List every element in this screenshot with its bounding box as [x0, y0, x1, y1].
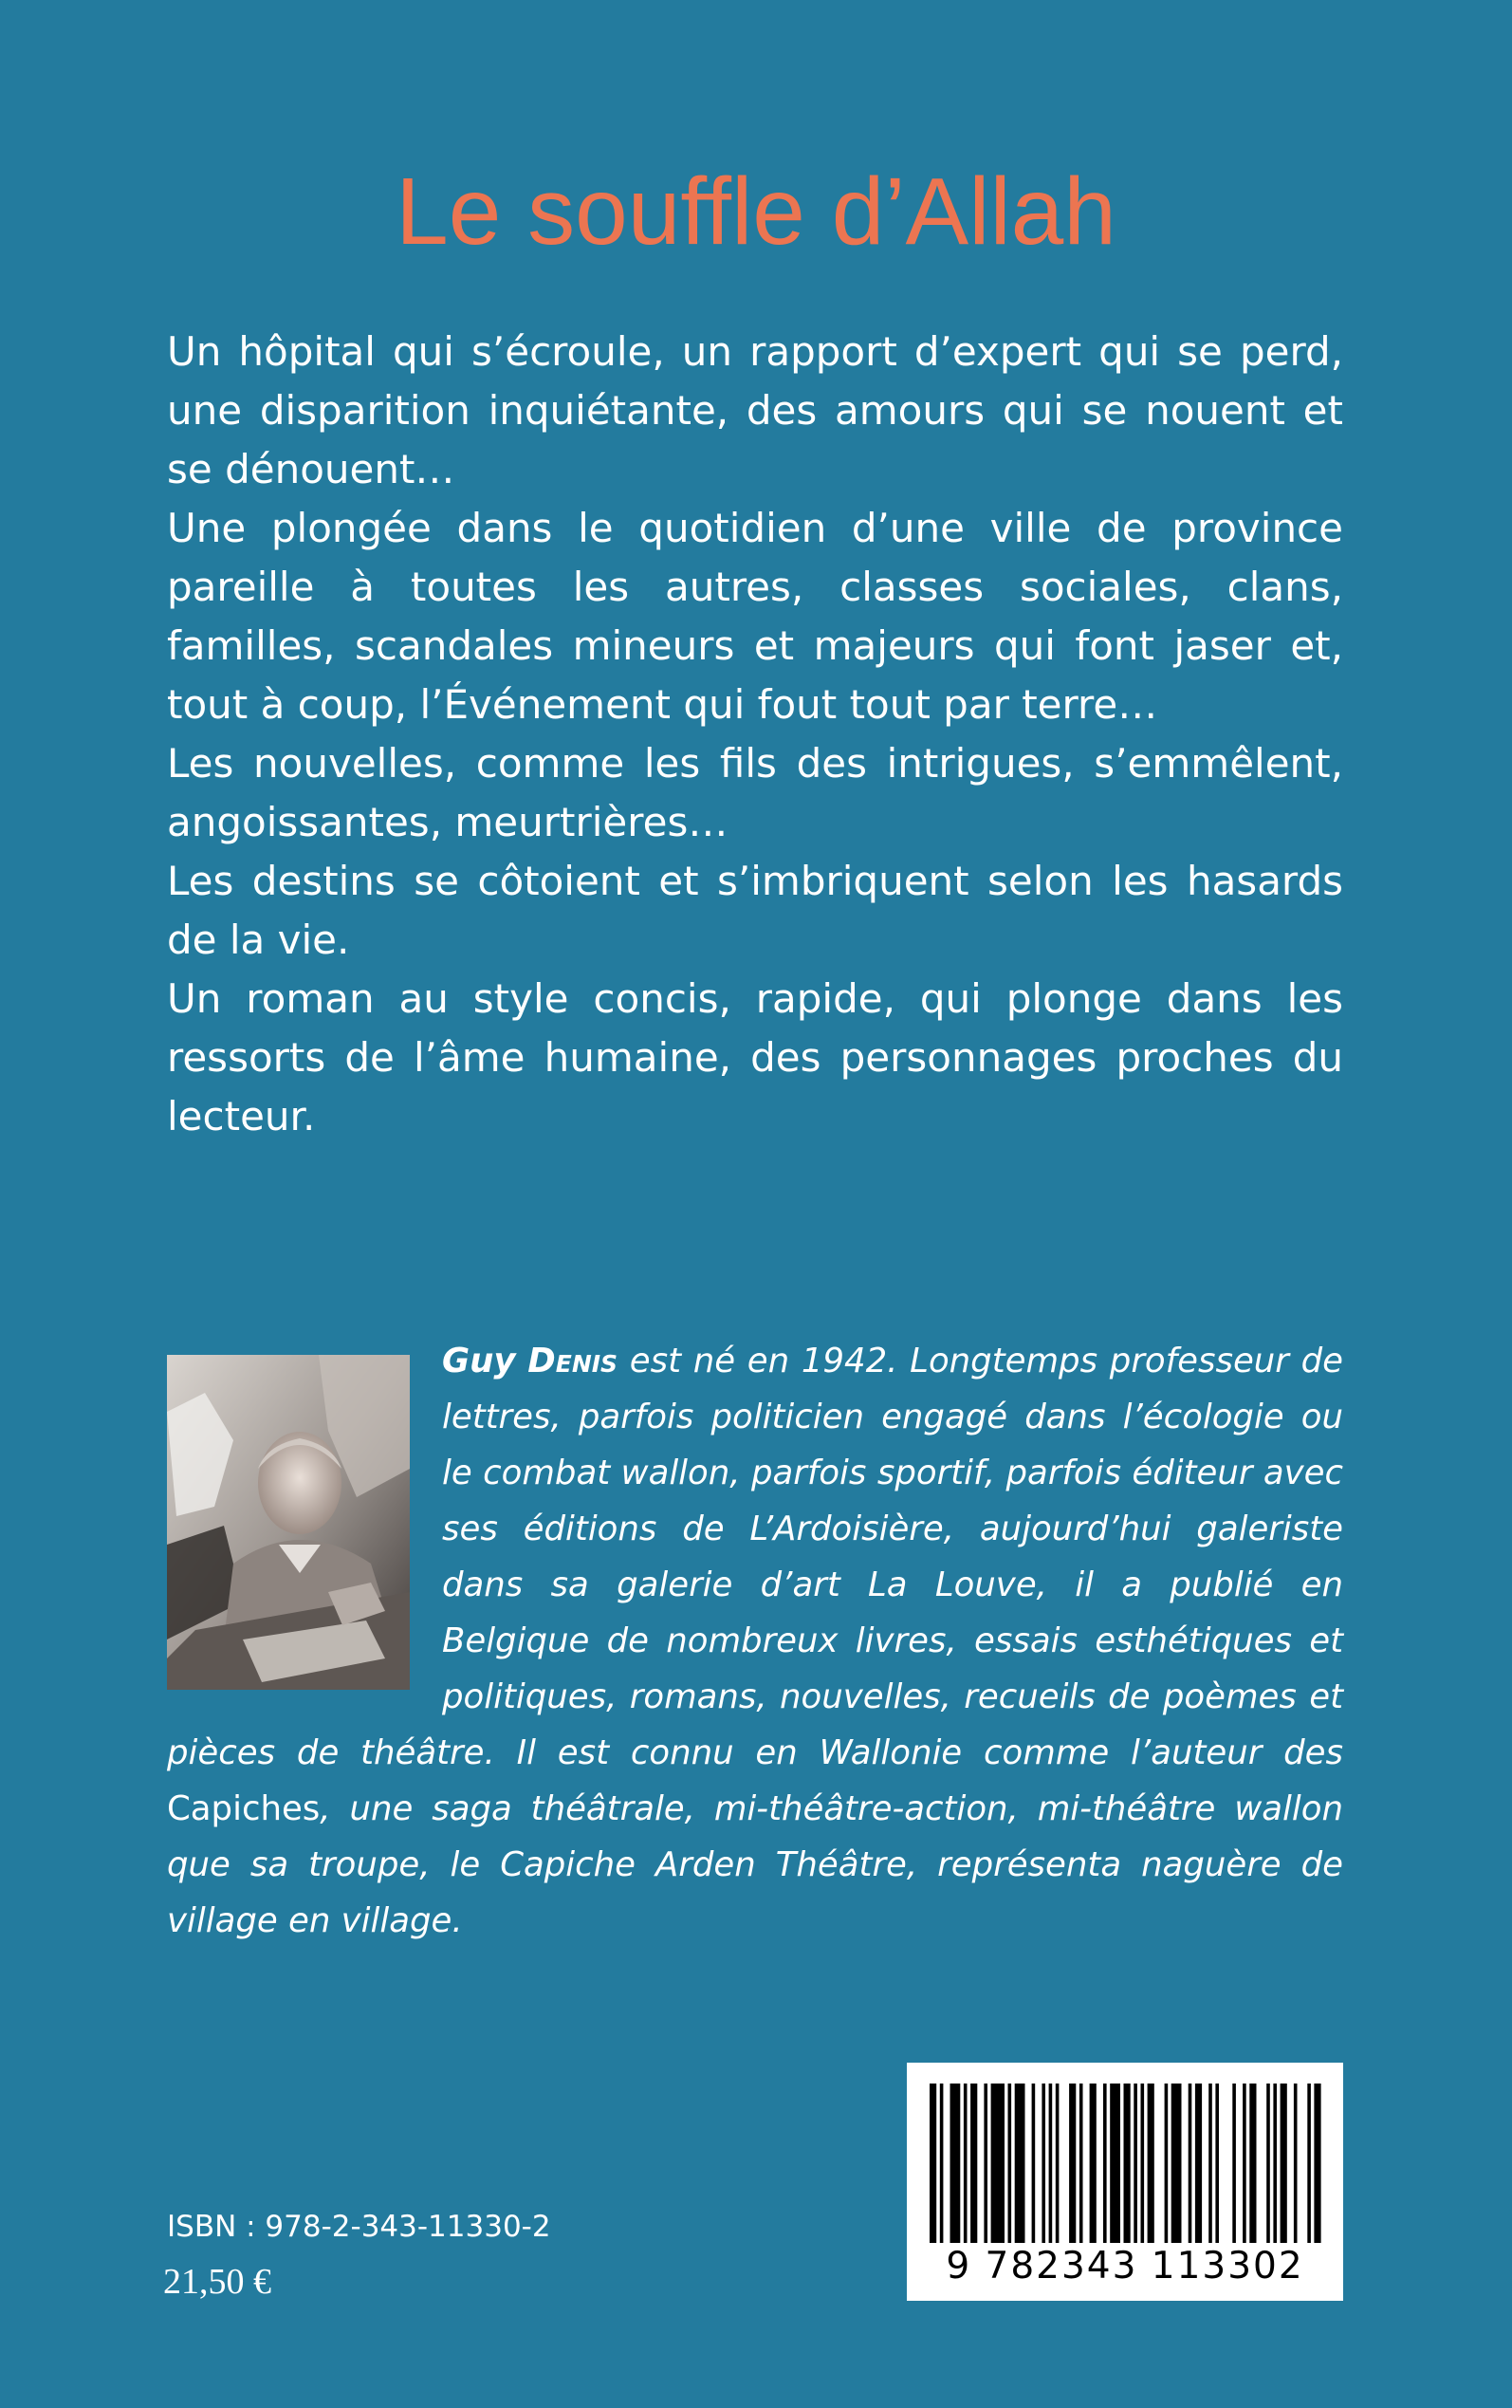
barcode-bar	[1148, 2084, 1154, 2243]
barcode-bar	[1294, 2084, 1298, 2243]
book-title: Le souffle d’Allah	[396, 158, 1116, 265]
author-bio-work-title: Capiches	[167, 1789, 321, 1828]
barcode-bar	[1171, 2084, 1182, 2243]
barcode-bar	[964, 2084, 968, 2243]
photo-illustration	[167, 1355, 410, 1690]
barcode-bar	[1079, 2084, 1083, 2243]
barcode-bar	[1208, 2084, 1212, 2243]
barcode-digits: 9 782343 113302	[946, 2245, 1304, 2288]
barcode-bar	[1008, 2084, 1012, 2243]
synopsis-paragraph: Une plongée dans le quotidien d’une ville de province pareille à toutes les autres, classes sociales, clans, familles, scandales mineurs et majeurs qui font jaser et, tout à coup, l’Événement qui fout tout par terre…	[167, 505, 1343, 728]
barcode-bar	[1090, 2084, 1097, 2243]
barcode-bar	[930, 2084, 936, 2243]
barcode-box	[907, 2063, 1343, 2301]
author-bio-text: est né en 1942. Longtemps professeur de lettres, parfois politicien engagé dans l’écologie ou le combat wallon, parfois sportif, parfois éditeur avec ses éditions de L’Ardoisière, aujourd’hui galeriste dans sa galerie d’art La Louve, il a publié en Belgique de nombreux livres, essais esthétiques et politiques, romans, nouvelles, recueils de poèmes et pièces de théâtre. Il est connu en Wallonie comme l’auteur des	[167, 1342, 1343, 1772]
barcode-bar	[1015, 2084, 1025, 2243]
synopsis-paragraph: Un roman au style concis, rapide, qui plonge dans les ressorts de l’âme humaine, des personnages proches du lecteur.	[167, 975, 1343, 1139]
barcode-bar	[1042, 2084, 1045, 2243]
barcode-bar	[970, 2084, 977, 2243]
barcode-bar	[950, 2084, 961, 2243]
barcode-bar	[1032, 2084, 1036, 2243]
barcode-bar	[1165, 2084, 1169, 2243]
barcode-bar	[1232, 2084, 1236, 2243]
barcode-bar	[1056, 2084, 1060, 2243]
author-first-name: Guy	[442, 1342, 516, 1380]
author-bio-text-end: , une saga théâtrale, mi-théâtre-action, mi-théâtre wallon que sa troupe, le Capiche Arden Théâtre, représenta naguère de village en village.	[167, 1789, 1343, 1940]
barcode-bar	[1124, 2084, 1131, 2243]
barcode-bar	[1103, 2084, 1107, 2243]
barcode-bar	[1281, 2084, 1287, 2243]
barcode-bar	[940, 2084, 944, 2243]
barcode-bar	[1273, 2084, 1277, 2243]
author-portrait-photo	[167, 1355, 410, 1690]
barcode-bar	[1069, 2084, 1076, 2243]
synopsis-paragraph: Un hôpital qui s’écroule, un rapport d’expert qui se perd, une disparition inquiétante, des amours qui se nouent et se dénouent…	[167, 328, 1343, 492]
barcode-bar	[991, 2084, 1005, 2243]
barcode-bar	[1243, 2084, 1246, 2243]
barcode-bar	[1195, 2084, 1202, 2243]
author-last-name: Denis	[527, 1342, 618, 1380]
price-text: 21,50 €	[163, 2262, 271, 2302]
barcode-bar	[1249, 2084, 1256, 2243]
barcode-bar	[1266, 2084, 1270, 2243]
synopsis-paragraph: Les destins se côtoient et s’imbriquent selon les hasards de la vie.	[167, 858, 1343, 963]
synopsis	[167, 323, 1343, 1146]
isbn-text: ISBN : 978-2-343-11330-2	[167, 2210, 551, 2244]
synopsis-paragraph: Les nouvelles, comme les fils des intrigues, s’emmêlent, angoissantes, meurtrières…	[167, 740, 1343, 845]
barcode-bar	[1049, 2084, 1053, 2243]
barcode-bar	[1314, 2084, 1320, 2243]
barcode-bar	[1307, 2084, 1311, 2243]
barcode-bar	[1110, 2084, 1120, 2243]
barcode-bar	[1215, 2084, 1219, 2243]
barcode-bar	[984, 2084, 987, 2243]
barcode-bar	[1189, 2084, 1192, 2243]
barcode-bar	[1134, 2084, 1137, 2243]
barcode-bar	[1141, 2084, 1145, 2243]
